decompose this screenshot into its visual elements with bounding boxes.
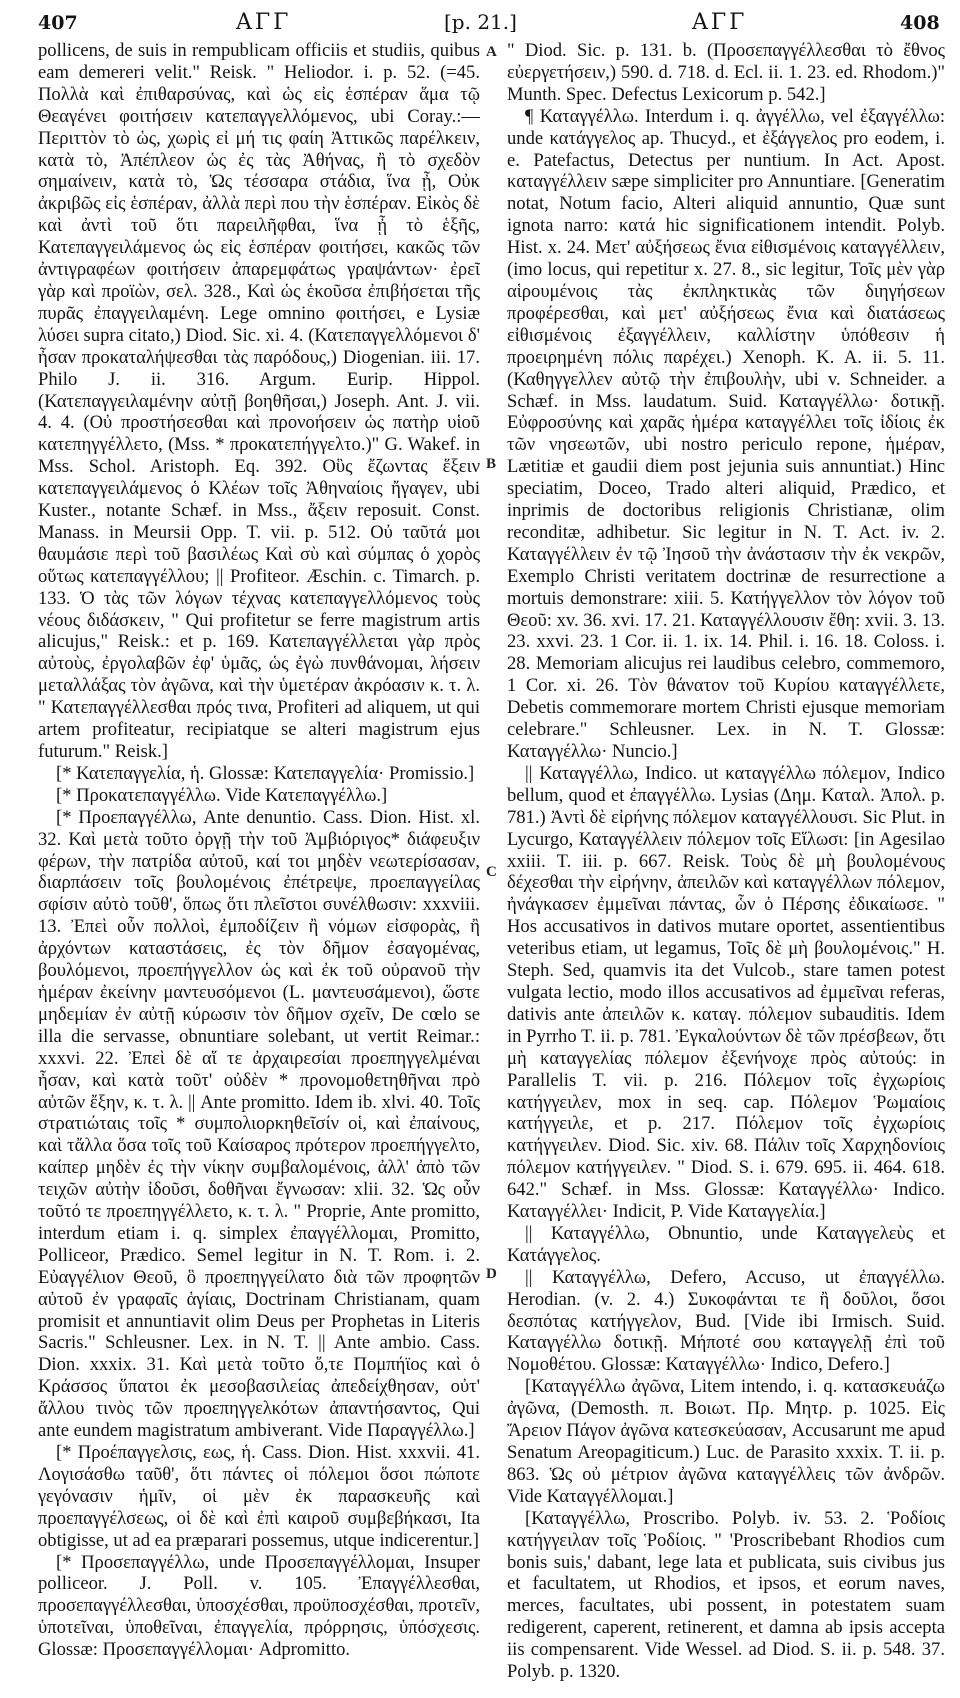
- running-headword-right: ΑΓΓ: [692, 10, 748, 35]
- entry-katangello-agona: [Καταγγέλλω ἀγῶνα, Litem intendo, i. q. κατασκευάζω ἀγῶνα, (Demosth. π. Βοιωτ. Πρ. Μητρ. p. 1025. Εἰς Ἄρειον Πάγον ἀγῶνα κατεσκεύασαν, Accusarunt me apud Senatum Areopagiticum.) Luc. de Parasito xxxix. T. ii. p. 863. Ὡς οὐ μέτριον ἀγῶνα καταγγέλλεις τῶν ἀνδρῶν. Vide Καταγγέλλομαι.]: [507, 1376, 945, 1507]
- page-reference: [p. 21.]: [444, 10, 517, 34]
- page-number-left: 407: [38, 12, 78, 34]
- entry-proepangelsis: [* Προέπαγγελσις, εως, ἡ. Cass. Dion. Hist. xxxvii. 41. Λογισάσθω ταῦθ', ὅτι πάντες οἱ πόλεμοι ὅσοι πώποτε γεγόνασιν ἡμῖν, οἱ μὲν ἐκ παρασκευῆς καὶ προεπαγγέλσεως, οἱ δὲ καὶ ἐπὶ καιροῦ συμβεβήκασι, Ita obtigisse, ut ad ea præparari possemus, utque indicerentur.]: [38, 1442, 480, 1551]
- entry-prokatepangello: [* Προκατεπαγγέλλω. Vide Κατεπαγγέλλω.]: [56, 784, 388, 806]
- entry-katepangello-continued: pollicens, de suis in rempublicam officiis et studiis, quibus eam demereri velit." Reisk. " Heliodor. i. p. 52. (=45. Πολλὰ καὶ ἐπιθαρσύνας, καὶ ὡς εἰς ἑσπέραν ἅμα τῷ Θεαγένει φοιτήσειν κατεπαγγελλόμενος, ubi Coray.:—Περιττὸν τὸ ὡς, χωρὶς εἰ μή τις φαίη Ἀττικῶς παρέλκειν, κατὰ τὸ, Ἀπέπλεον ὡς ἐς τὰς Ἀθήνας, ἢ τὸ σχεδὸν σημαίνειν, κατὰ τὸ, Ὡς τέσσαρα στάδια, ἵνα ᾖ, Οὐκ ἀκριβῶς εἰς ἑσπέραν, ἀλλὰ περὶ που τὴν ἑσπέραν. Εἰκὸς δὲ καὶ ἀντὶ τοῦ ὅτι παρειλῆφθαι, ἵνα ᾖ τὸ ἑξῆς, Κατεπαγγειλάμενος ὡς εἰς ἑσπέραν φοιτήσει, κακῶς τῶν ἀντιγραφέων φοιτήσειν ἀπαρεμφάτως γραψάντων· ἐρεῖ γὰρ καὶ προϊὼν, σελ. 328., Καὶ ὡς ἑκοῦσα ἐπιβήσεται τῆς πυρᾶς ἐπαγγειλαμένη. Lege omnino φοιτήσει, e Lysiæ λύσει supra citato,) Diod. Sic. xi. 4. (Κατεπαγγελλόμενοι δ' ἦσαν προκαταλήψεσθαι τὰς παρόδους,) Diogenian. iii. 17. Philo J. ii. 316. Argum. Eurip. Hippol. (Κατεπαγγειλαμένην αὐτῇ βοηθῆσαι,) Joseph. Ant. J. vii. 4. 4. (Οὐ προστήσεσθαι καὶ προνοήσειν ὡς πατὴρ υἱοῦ κατεπηγγέλλετο, (Mss. * προκατεπήγγελτο.)" G. Wakef. in Mss. Schol. Aristoph. Eq. 392. Οὓς ἔζωντας ἕξειν κατεπαγγειλάμενος ὁ Κλέων τοῖς Ἀθηναίοις ἤγαγεν, ubi Kuster., notante Schæf. in Mss., ἄξειν reposuit. Const. Manass. in Meursii Opp. T. vii. p. 512. Οὐ ταῦτά μοι θαυμάσιε περὶ τοῦ βασιλέως Καὶ σὺ καὶ σύμπας ὁ χορὸς οὕτως κατεπαγγέλλου; || Profiteor. Æschin. c. Timarch. p. 133. Ὁ τὰς τῶν λόγων τέχνας κατεπαγγελλόμενος τοὺς νέους διδάσκειν, " Qui profitetur se ferre magistrum artis alicujus," Reisk.: et p. 169. Κατεπαγγέλλεται γὰρ πρὸς αὐτοὺς, ἐργολαβῶν ἐφ' ὑμᾶς, ὡς ἐγὼ πυνθάνομαι, λήσειν μεταλλάξας τὸν ἀγῶνα, καὶ τὴν ὑμετέραν ἀκρόασιν κ. τ. λ. " Κατεπαγγέλλεσθαι πρός τινα, Profiteri ad aliquem, ut qui artem profiteatur, recipiatque se alteri magistrum ejus futurum." Reisk.]: [38, 40, 480, 762]
- section-marker-d: D: [486, 1266, 497, 1282]
- entry-proepangello: [* Προεπαγγέλλω, Ante denuntio. Cass. Dion. Hist. xl. 32. Καὶ μετὰ τοῦτο ὀργῇ τὴν τοῦ Ἀμβιόριγος* διάφευξιν φέρων, τὴν πατρίδα αὐτοῦ, καί τοι μηδὲν νεωτερίσασαν, διαρπάσειν τοῖς βουλομένοις ἐπέτρεψε, προεπαγγείλας σφίσιν αὐτὸ τοῦθ', ὅπως ὅτι πλεῖστοι συνέλθωσιν: xxxviii. 13. Ἐπεὶ οὖν πολλοὶ, ἐμποδίζειν ἢ νόμων εἰσφορὰς, ἢ ἀρχόντων καταστάσεις, ἐς τὸν δῆμον ἐσαγομένας, βουλόμενοι, προεπήγγελλον ὡς καὶ ἐκ τοῦ οὐρανοῦ τὴν ἡμέραν ἐκείνην μαντευσόμενοι (L. μαντευσάμενοι), ὥστε μηδεμίαν ἐν αὐτῇ κύρωσιν τὸν δῆμον σχεῖν, De cœlo se illa die servasse, obnuntiare solebant, ut vertit Reimar.: xxxvi. 22. Ἐπεὶ δὲ αἵ τε ἀρχαιρεσίαι προεπηγγελμέναι ἦσαν, καὶ κατὰ τοῦτ' οὐδὲν * προνομοθετηθῆναι πρὸ αὐτῶν ἔξην, κ. τ. λ. || Ante promitto. Idem ib. xlvi. 40. Τοῖς στρατιώταις τοῖς * συμπολιορκηθεῖσίν οἱ, καὶ ἐπαίνους, καὶ τἄλλα ὅσα τοῖς τοῦ Καίσαρος πρότερον προεπήγγελτο, καίπερ μηδὲν ἐς τὴν νίκην συμβαλομένοις, ἀλλ' ἀπὸ τῶν τειχῶν αὐτὴν ἰδοῦσι, δοθῆναι ἔγνωσαν: xlii. 32. Ὡς οὖν τοῦτό τε προεπηγγέλλετο, κ. τ. λ. " Proprie, Ante promitto, interdum etiam i. q. simplex ἐπαγγέλλομαι, Promitto, Polliceor, Prædico. Semel legitur in N. T. Rom. i. 2. Εὐαγγέλιον Θεοῦ, ὃ προεπηγγείλατο διὰ τῶν προφητῶν αὐτοῦ ἐν γραφαῖς ἁγίαις, Doctrinam Christianam, quam promisit et annuntiavit olim Deus per Prophetas in Literis Sacris." Schleusner. Lex. in N. T. || Ante ambio. Cass. Dion. xxxix. 31. Καὶ μετὰ τοῦτο ὅ,τε Πομπήϊος καὶ ὁ Κράσσος ὕπατοι ἐκ μεσοβασιλείας ἀπεδείχθησαν, οὐτ' ἄλλου τινὸς τῶν προεπηγγελκότων ἀπαντήσαντος, Qui ante eundem magistratum ambiverant. Vide Παραγγέλλω.]: [38, 806, 480, 1442]
- entry-katepangelia: [* Κατεπαγγελία, ἡ. Glossæ: Κατεπαγγελία· Promissio.]: [56, 762, 475, 784]
- section-marker-a: A: [486, 44, 497, 60]
- entry-prosepangello: [* Προσεπαγγέλλω, unde Προσεπαγγέλλομαι, Insuper polliceor. J. Poll. v. 105. Ἐπαγγέλλεσθαι, προσεπαγγέλλεσθαι, ὑποσχέσθαι, προϋποσχέσθαι, προτεῖν, ὑποτεῖναι, ὑποθεῖναι, ἐπαγγελία, πρόρρησις, ὑπόσχεσις. Glossæ: Προσεπαγγέλλομαι· Adpromitto.: [38, 1551, 480, 1661]
- entry-katangello-indico: || Καταγγέλλω, Indico. ut καταγγέλλω πόλεμον, Indico bellum, quod et ἐπαγγέλλω. Lysias (Δημ. Καταλ. Ἀπολ. p. 781.) Ἀντὶ δὲ εἰρήνης πόλεμον καταγγέλλουσι. Sic Plut. in Lycurgo, Καταγγέλλειν πόλεμον τοῖς Εἵλωσι: [in Agesilao xxiii. T. iii. p. 667. Reisk. Τοὺς δὲ μὴ βουλομένους δέχεσθαι τὴν εἰρήνην, ἀπειλῶν καὶ καταγγέλλων πόλεμον, ἠνάγκασεν ἐμμεῖναι πάντας, ὧν ὁ Πέρσης ἐδικαίωσε. " Hos accusativos in dativos mutare oportet, assentientibus veteribus etiam, ut legamus, Τοῖς δὲ μὴ βουλομένοις." H. Steph. Sed, quamvis ita det Vulcob., stare tamen potest vulgata lectio, modo illos accusativos ad ἐμμεῖναι referas, dativis ante ἀπειλῶν κ. καταγ. πόλεμον subauditis. Idem in Pyrrho T. ii. p. 781. Ἐγκαλούντων δὲ τῶν πρέσβεων, ὅτι μὴ καταγγελίας πόλεμον ἐξενήνοχε πρὸς αὐτούς: in Parallelis T. vii. p. 216. Πόλεμον τοῖς ἐγχωρίοις κατήγγειλεν, mox in seq. cap. Πόλεμον Ῥωμαίοις κατήγγειλε, et p. 217. Πόλεμον τοῖς ἐγχωρίοις κατήγγειλεν. Diod. Sic. xiv. 68. Πάλιν τοῖς Χαρχηδονίοις πόλεμον κατήγγειλεν. " Diod. S. i. 679. 695. ii. 464. 618. 642." Schæf. in Mss. Glossæ: Καταγγέλλω· Indico. Καταγγέλλει· Indicit, P. Vide Καταγγελία.]: [507, 762, 945, 1223]
- page-header: [0, 0, 960, 40]
- running-headword-left: ΑΓΓ: [236, 10, 292, 35]
- right-column: [507, 40, 945, 1690]
- left-column: [38, 40, 480, 1690]
- entry-katangello-obnuntio: || Καταγγέλλω, Obnuntio, unde Καταγγελεὺς et Κατάγγελος.: [507, 1222, 945, 1266]
- section-marker-b: B: [486, 456, 497, 472]
- entry-prosepangello-continued: " Diod. Sic. p. 131. b. (Προσεπαγγέλλεσθαι τὸ ἔθνος εὐεργετήσειν,) 590. d. 718. d. Ecl. ii. 1. 23. ed. Rhodom.)" Munth. Spec. Defectus Lexicorum p. 542.]: [507, 40, 945, 105]
- entry-katangello-defero: || Καταγγέλλω, Defero, Accuso, ut ἐπαγγέλλω. Herodian. (v. 2. 4.) Συκοφάνται τε ἢ δοῦλοι, ὅσοι δεσπότας κατήγγελον, Bud. [Vide ibi Irmisch. Suid. Καταγγέλλω δοτικῇ. Μήποτέ σου καταγγελῇ ἐπὶ τοῦ Νομοθέτου. Glossæ: Καταγγέλλω· Indico, Defero.]: [507, 1266, 945, 1376]
- entry-katangello-proscribo: [Καταγγέλλω, Proscribo. Polyb. iv. 53. 2. Ῥοδίοις κατήγγειλαν τοῖς Ῥοδίοις. " 'Proscribebant Rhodios cum bonis suis,' dabant, lege lata et publicata, suis civibus jus et facultatem, ut Rhodios, et ipsos, et eorum naves, merces, facultates, ubi possent, in potestatem suam redigerent, caperent, retinerent, et damna ab ipsis accepta iis compensarent. Vide Wessel. ad Diod. S. ii. p. 548. 37. Polyb. p. 1320.: [507, 1507, 945, 1683]
- section-marker-c: C: [486, 864, 497, 880]
- entry-katangello-annuntio: ¶ Καταγγέλλω. Interdum i. q. ἀγγέλλω, vel ἐξαγγέλλω: unde κατάγγελος ap. Thucyd., et ἐξάγγελος pro eodem, i. e. Patefactus, Detectus per nuntium. In Act. Apost. καταγγέλλειν sæpe simpliciter pro Annuntiare. [Generatim notat, Notum facio, Alteri aliquid annuntio, Quæ sunt ignota narro: κατά hic significationem intendit. Polyb. Hist. x. 24. Μετ' αὐξήσεως ἔνια εἰθισμένοις καταγγέλλειν, (imo locus, qui repetitur x. 27. 8., sic legitur, Τοῖς μὲν γὰρ αἱρουμένοις τὰς ἐκπληκτικὰς τῶν διηγήσεων προφέρεσθαι, καὶ μετ' αὐξήσεως ἔνια καὶ διατάσεως εἰθισμένοις ἐξαγγέλλειν, καλλίστην ὑπόθεσιν ἡ προειρημένη πόλις παρέχει.) Xenoph. K. A. ii. 5. 11. (Καθηγγελλεν αὐτῷ τὴν ἐπιβουλὴν, ubi v. Schneider. a Schæf. in Mss. laudatum. Suid. Καταγγέλλω· δοτικῇ. Εὐφροσύνης καὶ χαρᾶς ἡμέρα καταγγέλλει τοῖς ἰδίοις ἐκ τῶν νησεωτῶν, ubi nostro periculo repone, ἡμέραν, Lætitiæ et gaudii diem post jejunia suis annuntiat.) Hinc speciatim, Doceo, Trado alteri aliquid, Prædico, et inprimis de doctoribus religionis Christianæ, olim reconditæ, adhibetur. Sic legitur in N. T. Act. iv. 2. Καταγγέλλειν ἐν τῷ Ἰησοῦ τὴν ἀνάστασιν τὴν ἐκ νεκρῶν, Exemplo Christi veritatem doctrinæ de resurrectione a mortuis demonstrare: xiii. 5. Κατήγγελλον τὸν λόγον τοῦ Θεοῦ: xv. 36. xvi. 17. 21. Καταγγέλλουσιν ἔθη: xvii. 3. 13. 23. xxvi. 23. 1 Cor. ii. 1. ix. 14. Phil. i. 16. 18. Coloss. i. 28. Memoriam alicujus rei laudibus celebro, commemoro, 1 Cor. xi. 26. Τὸν θάνατον τοῦ Κυρίου καταγγέλλετε, Debetis commemorare mortem Christi ejusque memoriam celebrare." Schleusner. Lex. in N. T. Glossæ: Καταγγέλλω· Nuncio.]: [507, 105, 945, 762]
- page-number-right: 408: [900, 12, 940, 34]
